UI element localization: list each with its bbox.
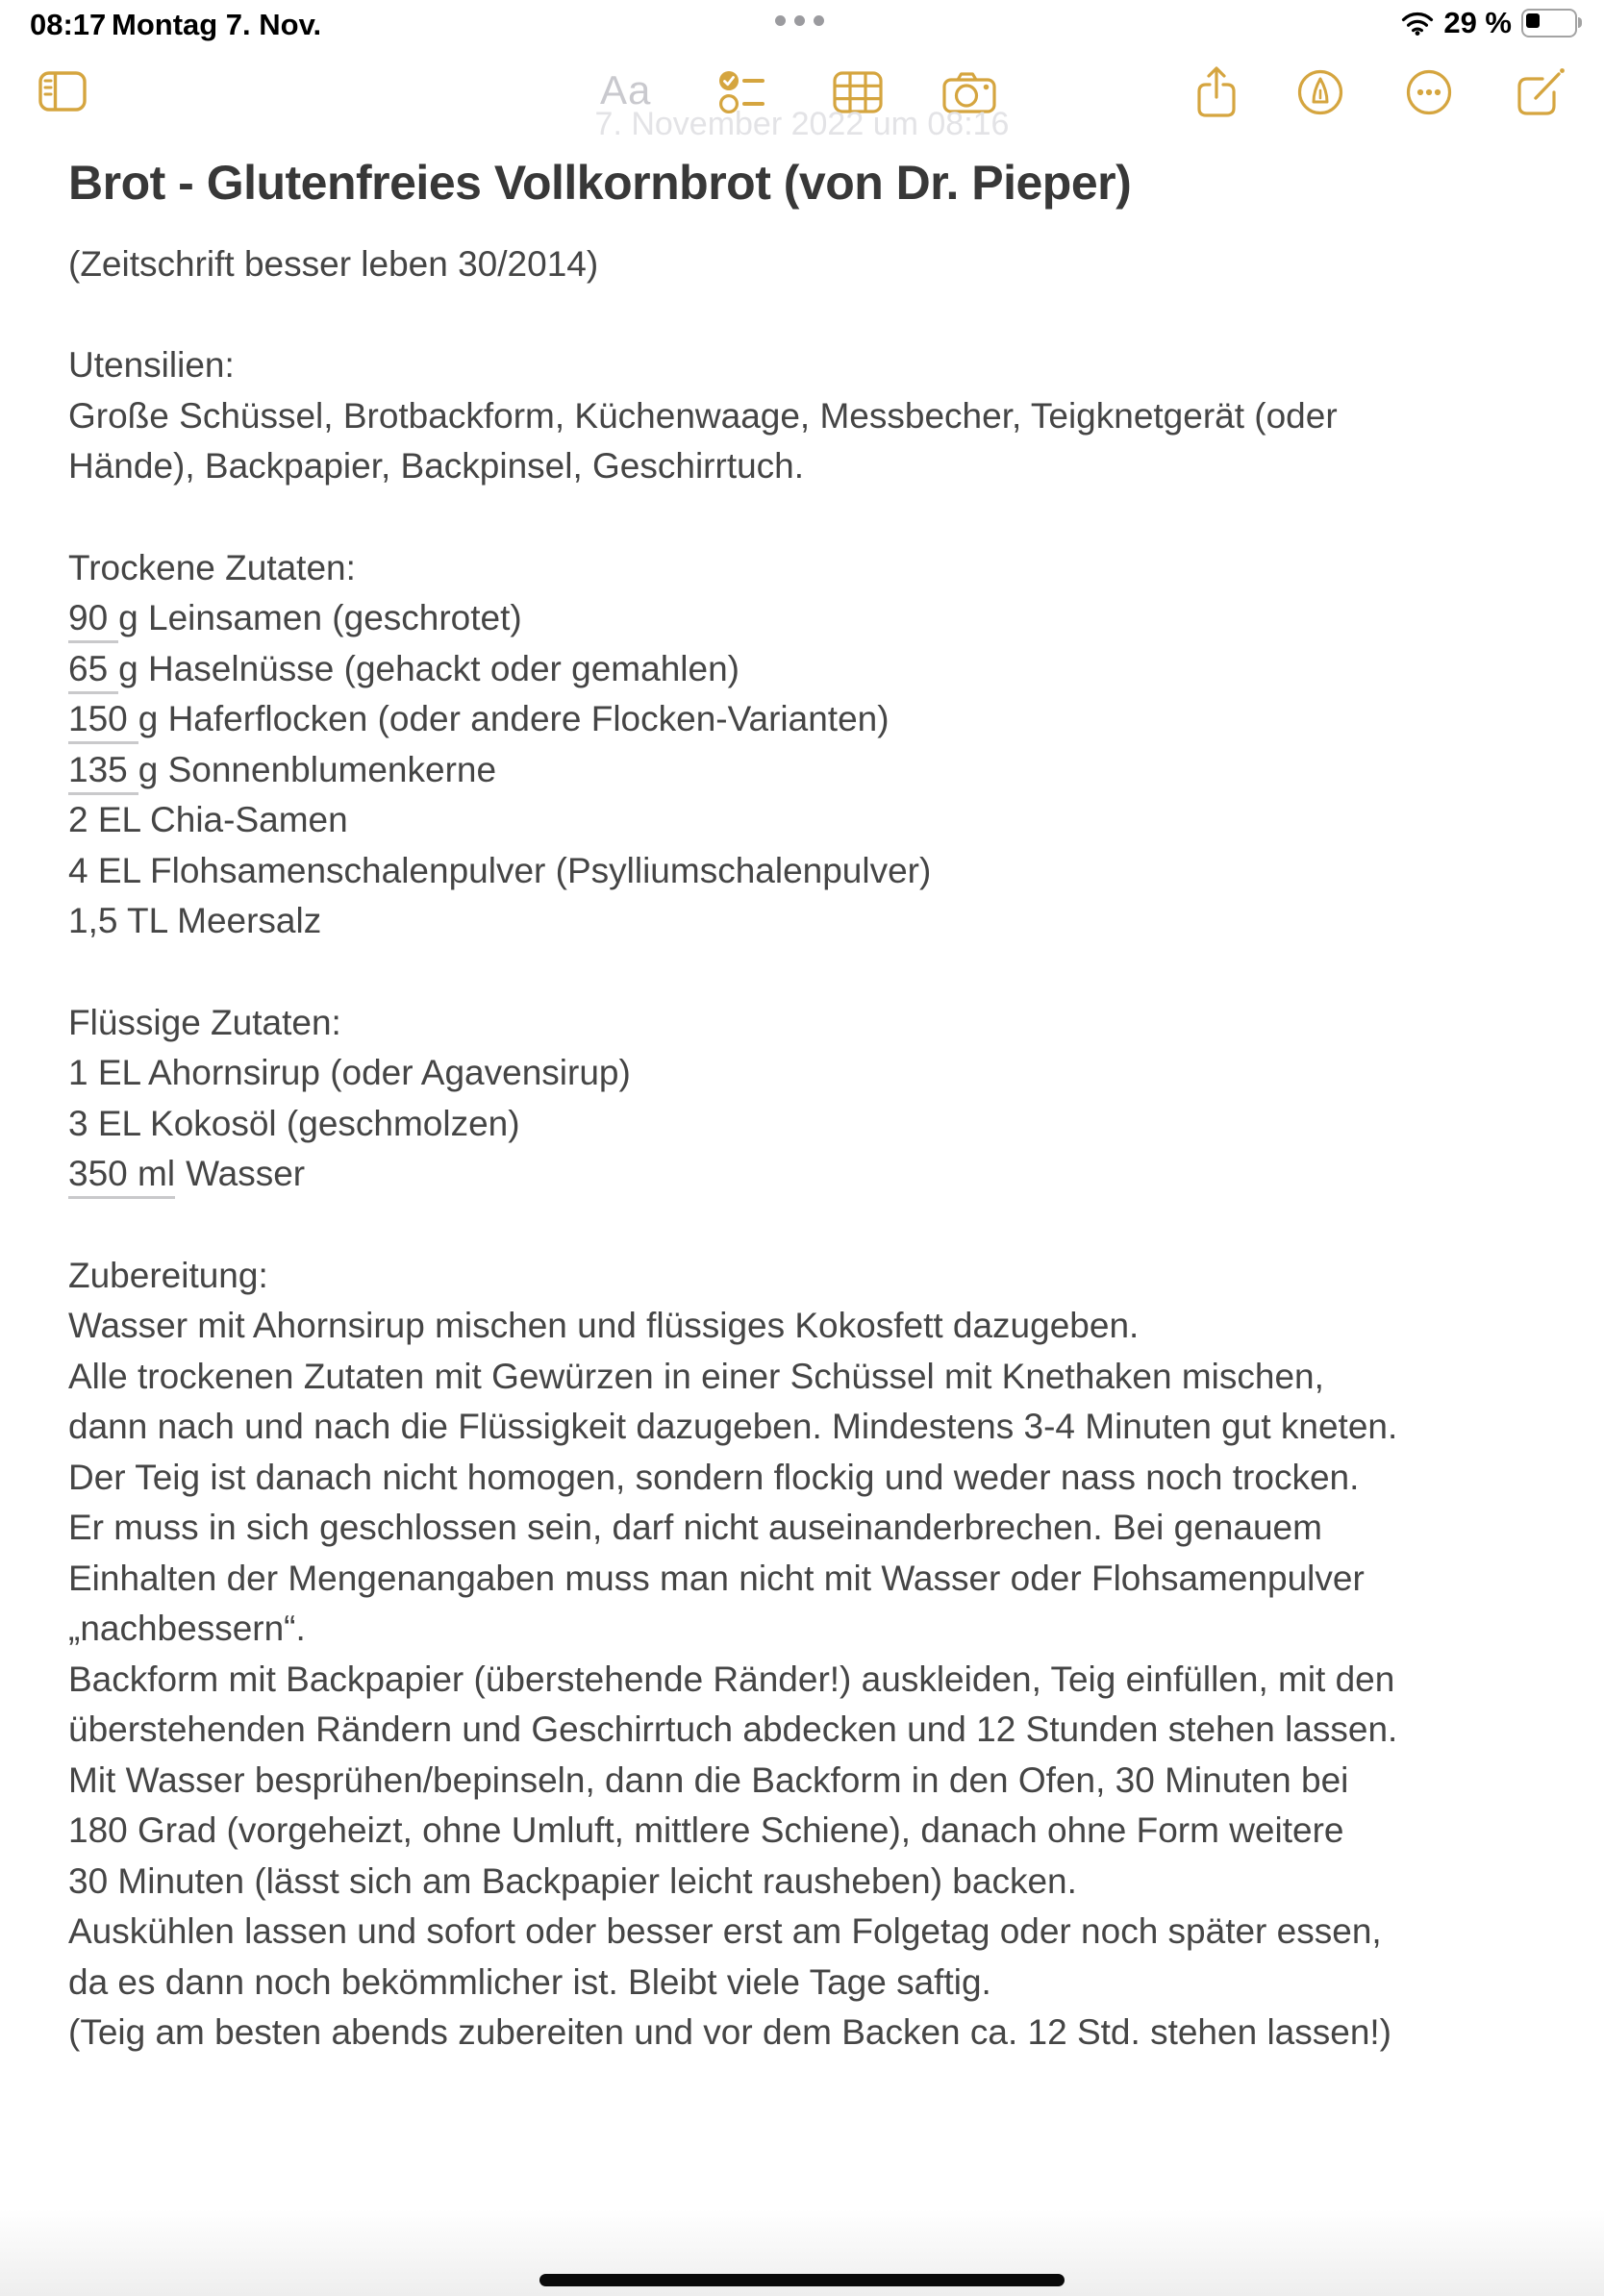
- text-line[interactable]: Er muss in sich geschlossen sein, darf nicht auseinanderbrechen. Bei genauem: [68, 1508, 1322, 1547]
- clock-time: 08:17: [30, 8, 107, 41]
- section-heading[interactable]: Utensilien:: [68, 345, 235, 385]
- note-title[interactable]: Brot - Glutenfreies Vollkornbrot (von Dr. Pieper): [68, 156, 1132, 210]
- measurement-link[interactable]: 90: [68, 598, 118, 643]
- measurement-link[interactable]: 135: [68, 750, 138, 795]
- wifi-icon: [1401, 12, 1434, 36]
- section-utensils: [68, 340, 1540, 492]
- text-line[interactable]: Mit Wasser besprühen/bepinseln, dann die Backform in den Ofen, 30 Minuten bei: [68, 1759, 1349, 1800]
- text-line[interactable]: dann nach und nach die Flüssigkeit dazugeben. Mindestens 3-4 Minuten gut kneten.: [68, 1407, 1398, 1446]
- text-line[interactable]: Alle trockenen Zutaten mit Gewürzen in einer Schüssel mit Knethaken mischen,: [68, 1356, 1324, 1396]
- format-text-icon: Aa: [600, 67, 652, 112]
- note-subtitle[interactable]: (Zeitschrift besser leben 30/2014): [68, 244, 599, 284]
- text-line[interactable]: 30 Minuten (lässt sich am Backpapier leicht rausheben) backen.: [68, 1860, 1077, 1901]
- multitasking-dots-icon[interactable]: [775, 15, 824, 26]
- measurement-link[interactable]: 65: [68, 649, 118, 694]
- text-line[interactable]: da es dann noch bekömmlicher ist. Bleibt viele Tage saftig.: [68, 1961, 991, 2002]
- text-line[interactable]: Backform mit Backpapier (überstehende Ränder!) auskleiden, Teig einfüllen, mit den: [68, 1659, 1395, 1699]
- text-line[interactable]: „nachbessern“.: [68, 1609, 306, 1648]
- text-line[interactable]: 180 Grad (vorgeheizt, ohne Umluft, mittlere Schiene), danach ohne Form weitere: [68, 1810, 1344, 1850]
- ingredient-line[interactable]: 2 EL Chia-Samen: [68, 800, 348, 839]
- status-bar: [0, 0, 1604, 41]
- ingredient-line[interactable]: 150 g Haferflocken (oder andere Flocken-Varianten): [68, 694, 1540, 745]
- battery-percent-label: 29 %: [1443, 6, 1512, 39]
- section-dry-ingredients: [68, 543, 1540, 947]
- ingredient-line[interactable]: 1,5 TL Meersalz: [68, 901, 322, 940]
- note-timestamp: 7. November 2022 um 08:16: [594, 106, 1010, 142]
- ingredient-line[interactable]: 3 EL Kokosöl (geschmolzen): [68, 1103, 520, 1143]
- text-line[interactable]: Auskühlen lassen und sofort oder besser erst am Folgetag oder noch später essen,: [68, 1911, 1382, 1951]
- measurement-link[interactable]: 350 ml: [68, 1154, 175, 1199]
- note-editor[interactable]: [68, 152, 1540, 2059]
- section-heading[interactable]: Zubereitung:: [68, 1255, 268, 1295]
- text-line[interactable]: Große Schüssel, Brotbackform, Küchenwaage, Messbecher, Teigknetgerät (oder: [68, 395, 1338, 436]
- measurement-link[interactable]: 150: [68, 699, 138, 744]
- text-line[interactable]: Wasser mit Ahornsirup mischen und flüssiges Kokosfett dazugeben.: [68, 1306, 1140, 1345]
- ingredient-line[interactable]: 135 g Sonnenblumenkerne: [68, 745, 1540, 796]
- home-indicator[interactable]: [539, 2274, 1065, 2286]
- section-liquid-ingredients: [68, 998, 1540, 1200]
- ingredient-line[interactable]: 4 EL Flohsamenschalenpulver (Psylliumschalenpulver): [68, 850, 932, 890]
- section-preparation: [68, 1251, 1540, 2059]
- clock-date: Montag 7. Nov.: [112, 8, 322, 41]
- ingredient-line[interactable]: 90 g Leinsamen (geschrotet): [68, 593, 1540, 644]
- ingredient-line[interactable]: 65 g Haselnüsse (gehackt oder gemahlen): [68, 644, 1540, 695]
- text-line[interactable]: Einhalten der Mengenangaben muss man nicht mit Wasser oder Flohsamenpulver: [68, 1558, 1365, 1598]
- ingredient-line[interactable]: 1 EL Ahornsirup (oder Agavensirup): [68, 1053, 631, 1092]
- ingredient-line[interactable]: 350 ml Wasser: [68, 1149, 1540, 1200]
- text-line[interactable]: (Teig am besten abends zubereiten und vor dem Backen ca. 12 Std. stehen lassen!): [68, 2012, 1391, 2052]
- section-heading[interactable]: Trockene Zutaten:: [68, 547, 356, 587]
- section-heading[interactable]: Flüssige Zutaten:: [68, 1002, 341, 1042]
- text-line[interactable]: Der Teig ist danach nicht homogen, sondern flockig und weder nass noch trocken.: [68, 1457, 1360, 1497]
- text-line[interactable]: überstehenden Rändern und Geschirrtuch abdecken und 12 Stunden stehen lassen.: [68, 1710, 1398, 1749]
- battery-icon: [1521, 9, 1577, 37]
- text-line[interactable]: Hände), Backpapier, Backpinsel, Geschirrtuch.: [68, 446, 805, 486]
